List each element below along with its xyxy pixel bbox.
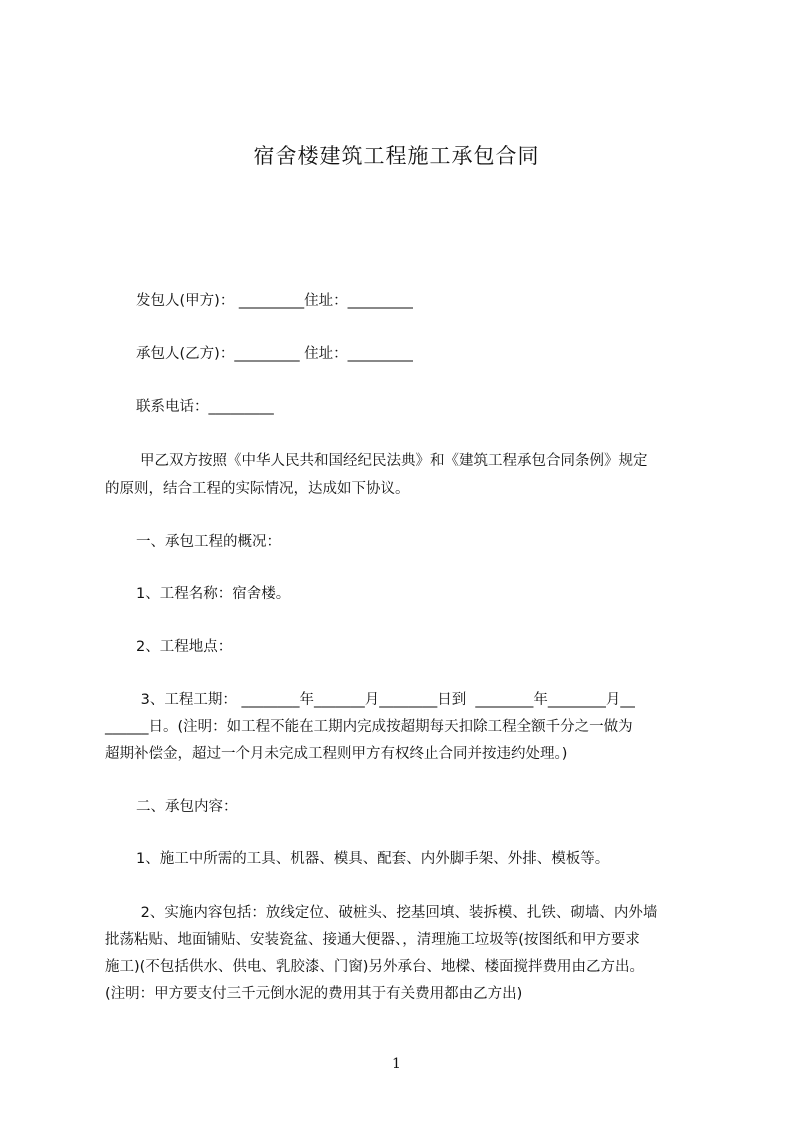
item-2-2-line-3: 施工)(不包括供水、供电、乳胶漆、门窗)另外承台、地樑、楼面搅拌费用由乙方出。 (105, 959, 644, 975)
party-a-line: 发包人(甲方)： _________住址：_________ (136, 293, 413, 309)
intro-line-1: 甲乙双方按照《中华人民共和国经纪民法典》和《建筑工程承包合同条例》规定 (140, 453, 648, 469)
item-1-3-line-3: 超期补偿金，超过一个月未完成工程则甲方有权终止合同并按违约处理。) (105, 746, 568, 762)
item-1-3-line-2: ______日。(注明：如工程不能在工期内完成按超期每天扣除工程全额千分之一做为 (105, 719, 633, 735)
item-2-1: 1、施工中所需的工具、机器、模具、配套、内外脚手架、外排、模板等。 (136, 851, 610, 867)
phone-line: 联系电话：_________ (136, 399, 274, 415)
document-title: 宿舍楼建筑工程施工承包合同 (253, 144, 540, 168)
item-2-2-line-4: (注明：甲方要支付三千元倒水泥的费用其于有关费用都由乙方出) (105, 986, 523, 1002)
intro-line-2: 的原则，结合工程的实际情况，达成如下协议。 (105, 481, 410, 497)
section-2-heading: 二、承包内容： (136, 799, 238, 815)
section-1-heading: 一、承包工程的概况： (136, 534, 281, 550)
item-1-2: 2、工程地点： (136, 639, 233, 655)
item-1-3-line-1: 3、工程工期： ________年_______月________日到 ________年________月__ (136, 692, 635, 708)
page-number: 1 (392, 1056, 401, 1072)
item-2-2-line-1: 2、实施内容包括：放线定位、破桩头、挖基回填、装拆模、扎铁、砌墙、内外墙 (136, 905, 658, 921)
party-b-line: 承包人(乙方)：_________ 住址：_________ (136, 346, 413, 362)
item-1-1: 1、工程名称：宿舍楼。 (136, 586, 291, 602)
item-2-2-line-2: 批荡粘贴、地面铺贴、安装瓷盆、接通大便器、，清理施工垃圾等(按图纸和甲方要求 (105, 932, 640, 948)
